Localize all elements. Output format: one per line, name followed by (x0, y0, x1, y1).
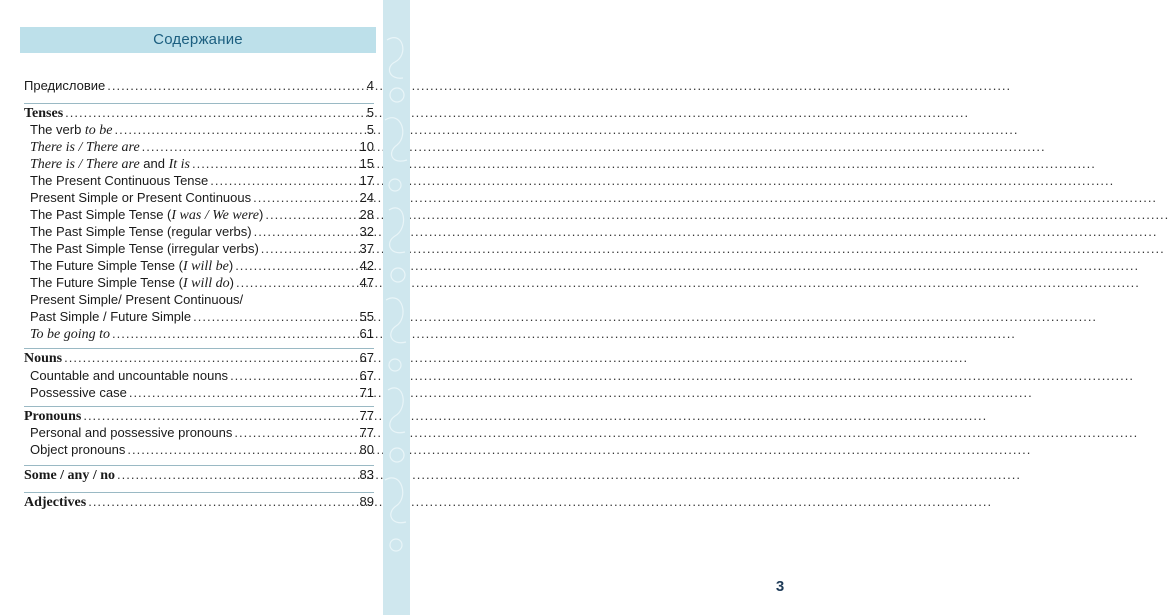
toc-section-pronouns[interactable] (24, 406, 374, 425)
toc-entry-page: 17 (359, 173, 374, 188)
toc-entry-label: Object pronouns (30, 442, 126, 457)
toc-entry-label: The Future Simple Tense (I will be) (30, 258, 234, 274)
toc-entry-label: The Past Simple Tense (regular verbs) (30, 224, 252, 239)
dot-leader (193, 308, 357, 326)
toc-entry-future-simple-do[interactable] (30, 274, 374, 292)
toc-entry-label: Past Simple / Future Simple (30, 309, 192, 324)
dot-leader (88, 493, 357, 511)
dot-leader (230, 367, 357, 385)
toc-entry-page: 15 (359, 156, 374, 171)
swirl-pattern-icon (383, 0, 410, 615)
toc-section-nouns[interactable] (24, 348, 374, 367)
page-number: 3 (775, 578, 785, 595)
toc-entry-page: 71 (359, 385, 374, 400)
dot-leader (235, 257, 357, 275)
toc-section-page: 67 (359, 350, 374, 365)
dot-leader (261, 240, 358, 258)
toc-entry-label: The Past Simple Tense (I was / We were) (30, 207, 264, 223)
toc-entry-countable[interactable] (30, 367, 374, 385)
toc-entry-label: The verb to be (30, 122, 113, 138)
toc-entry-label: Present Simple/ Present Continuous/ (30, 292, 244, 307)
toc-entry-possessive-case[interactable] (30, 384, 374, 402)
toc-entry-label: There is / There are and It is (30, 156, 190, 172)
toc-section-page: 5 (366, 105, 374, 120)
dot-leader (115, 121, 365, 139)
toc-entry-verb-to-be[interactable] (30, 121, 374, 139)
toc-entry-label: Possessive case (30, 385, 127, 400)
dot-leader (210, 172, 357, 190)
toc-entry-page: 10 (359, 139, 374, 154)
toc-entry-review-line1[interactable] (30, 291, 374, 309)
toc-entry-page: 4 (366, 78, 374, 93)
toc-section-adjectives[interactable] (24, 492, 374, 511)
toc-entry-page: 5 (366, 122, 374, 137)
toc-section-page: 89 (359, 494, 374, 509)
toc-entry-future-simple-be[interactable] (30, 257, 374, 275)
toc-entry-page: 24 (359, 190, 374, 205)
toc-entry-page: 47 (359, 275, 374, 290)
toc-entry-label: Personal and possessive pronouns (30, 425, 233, 440)
toc-section-tenses[interactable] (24, 103, 374, 122)
toc-entry-past-simple-regular[interactable] (30, 223, 374, 241)
toc-section-label: Some / any / no (24, 468, 116, 483)
toc-entry-there-is-it-is[interactable] (30, 155, 374, 173)
toc-entry-label: There is / There are (30, 140, 140, 155)
toc-entry-label: Present Simple or Present Continuous (30, 190, 252, 205)
dot-leader (64, 349, 357, 367)
toc-entry-going-to[interactable] (30, 325, 374, 343)
toc-section-label: Pronouns (24, 409, 82, 424)
dot-leader (65, 104, 365, 122)
toc-entry-past-simple-irregular[interactable] (30, 240, 374, 258)
dot-leader (265, 206, 357, 224)
toc-entry-page: 80 (359, 442, 374, 457)
toc-entry-label: The Present Continuous Tense (30, 173, 209, 188)
toc-entry-object-pronouns[interactable] (30, 441, 374, 459)
dot-leader (127, 441, 357, 459)
toc-section-label: Nouns (24, 351, 63, 366)
dot-leader (234, 424, 357, 442)
dot-leader (83, 407, 357, 425)
toc-entry-page: 42 (359, 258, 374, 273)
dot-leader (253, 189, 357, 207)
toc-entry-page: 37 (359, 241, 374, 256)
toc-entry-page: 28 (359, 207, 374, 222)
toc-entry-page: 67 (359, 368, 374, 383)
dot-leader (117, 466, 358, 484)
dot-leader (112, 325, 358, 343)
toc-entry-past-simple-was[interactable] (30, 206, 374, 224)
decorative-margin-strip (383, 0, 785, 615)
toc-entry-review-line2[interactable] (30, 308, 374, 326)
dot-leader (142, 138, 358, 156)
dot-leader (236, 274, 358, 292)
toc-entry-page: 77 (359, 425, 374, 440)
contents-header-bar (20, 27, 376, 53)
toc-entry-page: 55 (359, 309, 374, 324)
toc-section-label: Adjectives (24, 495, 87, 510)
toc-entry-page: 61 (359, 326, 374, 341)
toc-entry-label: The Past Simple Tense (irregular verbs) (30, 241, 259, 256)
toc-section-page: 83 (359, 467, 374, 482)
toc-entry-there-is-are[interactable] (30, 138, 374, 156)
toc-entry-page: 32 (359, 224, 374, 239)
dot-leader (192, 155, 358, 173)
toc-entry-label: The Future Simple Tense (I will do) (30, 275, 234, 291)
toc-entry-label: Предисловие (24, 78, 106, 93)
toc-section-page: 77 (359, 408, 374, 423)
dot-leader (254, 223, 358, 241)
dot-leader (129, 384, 358, 402)
toc-section-label: Tenses (24, 106, 64, 121)
dot-leader (107, 77, 365, 95)
toc-entry-label: To be going to (30, 327, 110, 342)
toc-entry-simple-or-continuous[interactable] (30, 189, 374, 207)
toc-section-some-any-no[interactable] (24, 465, 374, 484)
toc-entry-preface[interactable] (24, 77, 374, 95)
contents-title: Содержание (153, 31, 243, 48)
toc-entry-label: Countable and uncountable nouns (30, 368, 229, 383)
toc-entry-personal-possessive[interactable] (30, 424, 374, 442)
toc-entry-present-continuous[interactable] (30, 172, 374, 190)
